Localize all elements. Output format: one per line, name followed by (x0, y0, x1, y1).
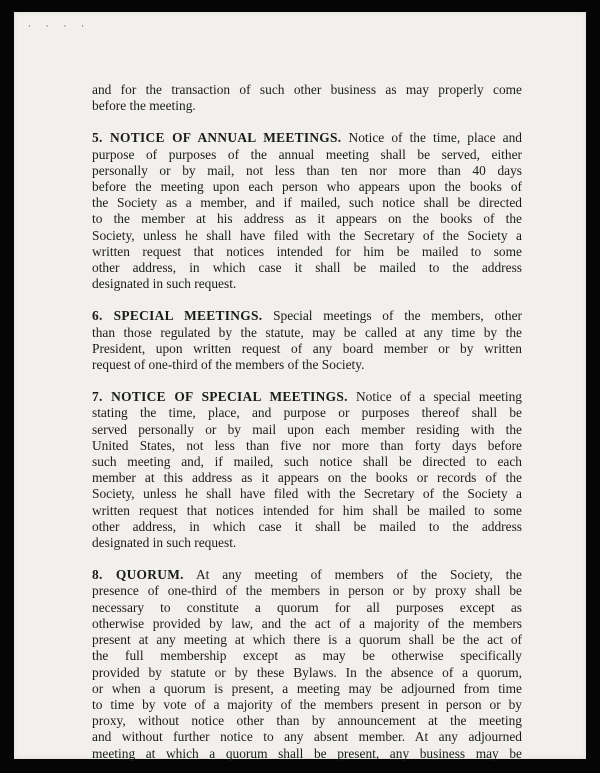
text-line (92, 228, 522, 244)
text-line (92, 422, 522, 438)
line-text: designated in such request. (92, 535, 237, 551)
section-heading: 8. QUORUM. (92, 567, 184, 583)
text-line (92, 195, 522, 211)
text-line (92, 438, 522, 454)
line-text: necessary to constitute a quorum for all purposes except as (92, 599, 522, 615)
line-text: President, upon written request of any board member or by written (92, 340, 522, 356)
text-line (92, 697, 522, 713)
text-line (92, 583, 522, 599)
paragraph (92, 389, 522, 551)
text-line (92, 616, 522, 632)
line-text: purpose of purposes of the annual meeting shall be served, either (92, 146, 522, 162)
line-text: the full membership except as may be otherwise specifically (92, 648, 522, 664)
line-text: Special meetings of the members, other (262, 308, 522, 324)
line-text: Society, unless he shall have filed with the Secretary of the Society a (92, 227, 522, 243)
line-text: before the meeting. (92, 98, 196, 114)
text-line (92, 147, 522, 163)
document-body (92, 82, 522, 762)
line-text: to time by vote of a majority of the members present in person or by (92, 696, 522, 712)
text-line (92, 567, 522, 583)
paragraph (92, 82, 522, 114)
text-line (92, 519, 522, 535)
line-text: present at any meeting at which there is a quorum shall be the act of (92, 632, 522, 648)
text-line (92, 276, 522, 292)
text-line (92, 665, 522, 681)
text-line (92, 405, 522, 421)
line-text: before the meeting upon each person who appears upon the books of (92, 179, 522, 195)
line-text: designated in such request. (92, 276, 237, 292)
section-heading: 7. NOTICE OF SPECIAL MEETINGS. (92, 389, 348, 405)
text-line (92, 600, 522, 616)
paragraph (92, 567, 522, 761)
text-line (92, 535, 522, 551)
line-text: provided by statute or by these Bylaws. In the absence of a quorum, (92, 664, 522, 680)
line-text: served personally or by mail upon each member residing with the (92, 421, 522, 437)
line-text: and without further notice to any absent member. At any adjourned (92, 729, 522, 745)
line-text: the Society as a member, and if mailed, such notice shall be directed (92, 195, 522, 211)
text-line (92, 486, 522, 502)
line-text: and for the transaction of such other business as may properly come (92, 82, 522, 97)
text-line (92, 211, 522, 227)
paragraph (92, 130, 522, 292)
line-text: other address, in which case it shall be mailed to the address (92, 260, 522, 276)
text-line (92, 260, 522, 276)
line-text: to the member at his address as it appears on the books of the (92, 211, 522, 227)
text-line (92, 130, 522, 146)
line-text: meeting at which a quorum shall be present, any business may be (92, 745, 522, 761)
text-line (92, 470, 522, 486)
text-line (92, 98, 522, 114)
text-line (92, 454, 522, 470)
line-text: than those regulated by the statute, may be called at any time by the (92, 324, 522, 340)
line-text: member at this address as it appears on the books or records of the (92, 470, 522, 486)
text-line (92, 389, 522, 405)
line-text: Society, unless he shall have filed with the Secretary of the Society a (92, 486, 522, 502)
line-text: written request that notices intended for him be mailed to some (92, 243, 522, 259)
section-heading: 5. NOTICE OF ANNUAL MEETINGS. (92, 130, 342, 146)
paragraph (92, 308, 522, 373)
line-text: written request that notices intended for him shall be mailed to some (92, 502, 522, 518)
text-line (92, 82, 522, 98)
line-text: personally or by mail, not less than ten nor more than 40 days (92, 162, 522, 178)
line-text: United States, not less than five nor more than forty days before (92, 437, 522, 453)
text-line (92, 746, 522, 762)
text-line (92, 503, 522, 519)
text-line (92, 681, 522, 697)
line-text: request of one-third of the members of the Society. (92, 357, 365, 373)
line-text: stating the time, place, and purpose or purposes thereof shall be (92, 405, 522, 421)
text-line (92, 308, 522, 324)
line-text: otherwise provided by law, and the act of a majority of the members (92, 615, 522, 631)
line-text: At any meeting of members of the Society, the (183, 567, 522, 583)
text-line (92, 632, 522, 648)
line-text: Notice of a special meeting (347, 389, 522, 405)
text-line (92, 179, 522, 195)
text-line (92, 729, 522, 745)
text-line (92, 357, 522, 373)
paper-specks: · · · · (28, 22, 91, 32)
text-line (92, 325, 522, 341)
text-line (92, 341, 522, 357)
section-heading: 6. SPECIAL MEETINGS. (92, 308, 263, 324)
text-line (92, 244, 522, 260)
line-text: Notice of the time, place and (341, 130, 522, 146)
line-text: or when a quorum is present, a meeting may be adjourned from time (92, 680, 522, 696)
line-text: presence of one-third of the members in person or by proxy shall be (92, 583, 522, 599)
line-text: other address, in which case it shall be mailed to the address (92, 518, 522, 534)
line-text: such meeting and, if mailed, such notice shall be directed to each (92, 454, 522, 470)
text-line (92, 648, 522, 664)
document-page (14, 12, 586, 759)
text-line (92, 163, 522, 179)
text-line (92, 713, 522, 729)
line-text: proxy, without notice other than by announcement at the meeting (92, 713, 522, 729)
